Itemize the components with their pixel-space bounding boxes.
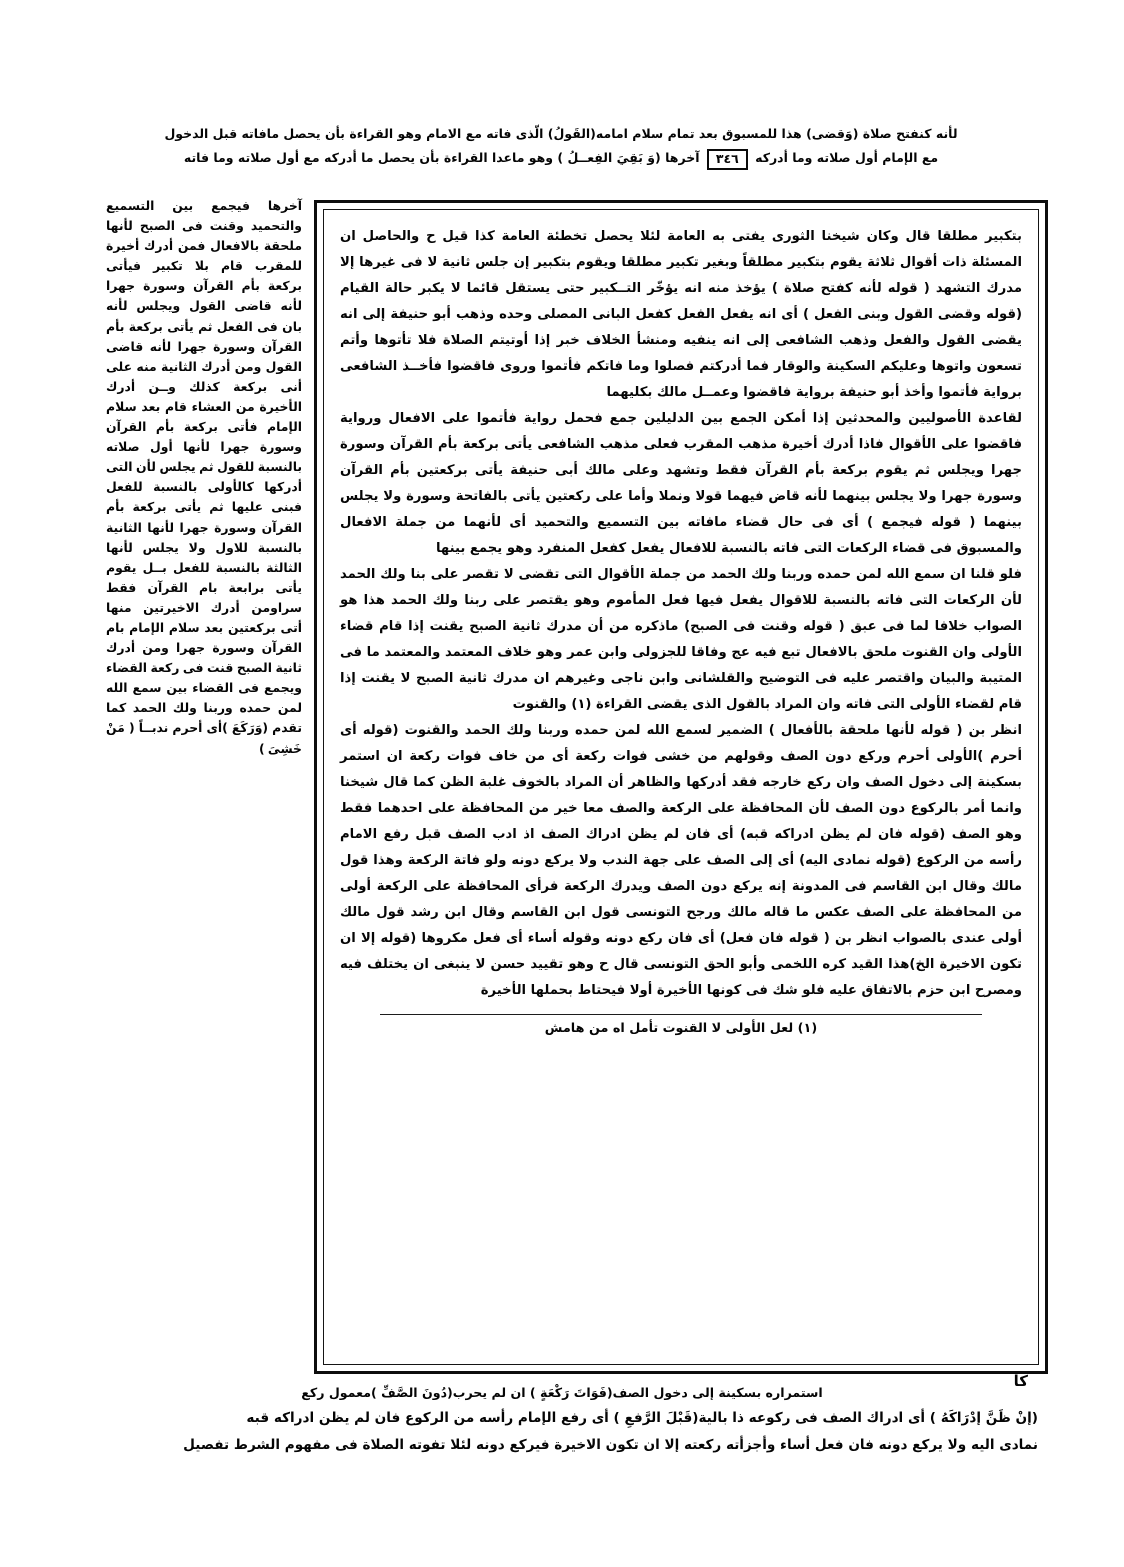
commentary-paragraph: لقاعدة الأصوليين والمحدثين إذا أمكن الجمع بين الدليلين جمع فحمل رواية فأتموا على الافعال ورواية فاقضوا على الأقوال فاذا أدرك أخيرة مذهب المقرب فعلى مذهب الشافعى يأتى بركعة بأم القرآن وسورة جهرا ويجلس ثم يقوم بركعة بأم القرآن فقط وتشهد وعلى مالك أبى حنيفة يأتى بركعتين بأم القرآن وسورة جهرا ولا يجلس بينهما لأنه قاض فيهما قولا ونملا وأما على ركعتين يأتى بالفاتحة وسورة ولا يجلس بينهما ( قوله فيجمع ) أى فى حال قضاء مافاته بين التسميع والتحميد أى لأنهما من جملة الافعال والمسبوق فى قضاء الركعات التى فاته بالنسبة للافعال يفعل كفعل المنفرد وهو يجمع بينها [340, 411, 1022, 556]
catchword: كا [1013, 1372, 1028, 1390]
footnote: (١) لعل الأولى لا القنوت تأمل اه من هامش [544, 1021, 818, 1036]
commentary-paragraph: بتكبير مطلقا قال وكان شيخنا الثورى يفتى به العامة لئلا يحصل تخطئة العامة كذا قيل ح والحاصل ان المسئلة ذات أقوال ثلاثة يقوم بتكبير مطلقاً وبغير تكبير مطلقا ويقوم بتكبير إن جلس ثانية لا فى غيرها إلا مدرك التشهد ( قوله لأنه كفتح صلاة ) يؤخذ منه انه يؤخّر التــكبير حتى يستقل قائما لا يكبر حالة القيام (قوله وقضى القول وبنى الفعل ) أى انه يفعل الفعل كفعل البانى المصلى وحده وذهب أبو حنيفة إلى انه يقضى القول والفعل وذهب الشافعى إلى انه ينفيه ومنشأ الخلاف خبر إذا أوتيتم الصلاة فلا تأتوها وأتم تسعون واتوها وعليكم السكينة والوقار فما أدركتم فصلوا وما فاتكم فأتموا وروى فاقضوا فأخــذ الشافعى برواية فأتموا وأخذ أبو حنيفة برواية فاقضوا وعمــل مالك بكليهما [340, 229, 1022, 400]
margin-column [106, 196, 302, 759]
header-line-2-part-b: آخرها (وَ بَقِيَ الفِعــلُ ) وهو ماعدا القراءة بأن يحصل ما أدركه مع أول صلاته وما فاته [183, 150, 700, 166]
footer-line-3: نمادى اليه ولا يركع دونه فان فعل أساء وأجزأته ركعته إلا ان تكون الاخيرة فيركع دونه لئلا تفوته الصلاة فى مفهوم الشرط تفصيل [183, 1437, 1038, 1454]
header-line-1: لأنه كنفتح صلاة (وَقضى) هذا للمسبوق بعد تمام سلام امامه(القَولُ) الّذى فاته مع الامام وهو القراءة بأن يحصل مافاته قبل الدخول [164, 126, 958, 141]
commentary-paragraph: انظر بن ( قوله لأنها ملحقة بالأفعال ) الضمير لسمع الله لمن حمده وربنا ولك الحمد والقنوت (قوله أى أحرم )الأولى أحرم وركع دون الصف وقولهم من خشى فوات ركعة أى من خاف فوات ركعة ان استمر بسكينة إلى دخول الصف وان ركع خارجه فقد أدركها والظاهر أن المراد بالخوف غلبة الظن كما قال شيخنا وانما أمر بالركوع دون الصف لأن المحافظة على الركعة والصف معا خير من المحافظة على احدهما فقط وهو الصف (قوله فان لم يظن ادراكه قبه) أى فان لم يظن ادراك الصف اذ ادب الصف قبل رفع الامام رأسه من الركوع (قوله نمادى اليه) أى إلى الصف على جهة الندب ولا يركع دونه ولو فاتة الركعة وهذا قول مالك وقال ابن القاسم فى المدونة إنه يركع دون الصف ويدرك الركعة فرأى المحافظة على الركعة أولى من المحافظة على الصف عكس ما قاله مالك ورجح التونسى قول ابن القاسم وقال ابن رشد قول مالك أولى عندى بالصواب انظر بن ( قوله فان فعل) أى فان ركع دونه وقوله أساء أى فعل مكروها (قوله إلا ان تكون الاخيرة الخ)هذا القيد كره اللخمى وأبو الحق التونسى قال ح وهو تقييد حسن لا ينبغى ان يختلف فيه ومصرح ابن حزم بالاتفاق عليه فلو شك فى كونها الأخيرة أولا فيحتاط بحملها الأخيرة [340, 723, 1022, 998]
text-frame [314, 200, 1048, 1374]
header-line-2 [88, 146, 1034, 170]
page-header [88, 122, 1034, 171]
page-footer-text [86, 1380, 1038, 1460]
footnote-divider [380, 1014, 982, 1015]
footer-line-1: استمراره بسكينة إلى دخول الصف(فَوَاتَ رَكْعَةٍ ) ان لم يحرب(دُونَ الصَّفِّ )معمول ركع [301, 1385, 823, 1400]
header-line-2-part-a: مع الإمام أول صلاته وما أدركه [755, 150, 939, 166]
margin-column-text: آخرها فيجمع بين التسميع والتحميد وقنت فى الصبح لأنها ملحقة بالافعال فمن أدرك أخيرة للمقرب قام بلا تكبير فيأتى بركعة بأم القرآن وسورة جهرا لأنه قاضى القول ويجلس لأنه بان فى الفعل ثم يأتى بركعة بأم القرآن وسورة جهرا لأنه قاضى القول ومن أدرك الثانية منه على أنى بركعة كذلك وــن أدرك الأخيرة من العشاء قام بعد سلام الإمام فأتى بركعة بأم القرآن وسورة جهرا لأنها أول صلاته بالنسبة للقول ثم يجلس لأن التى أدركها كالأولى بالنسبة للفعل فبنى عليها ثم يأتى بركعة بأم القرآن وسورة جهرا لأنها الثانية بالنسبة للاول ولا يجلس لأنها الثالثة بالنسبة للفعل بــل يقوم يأتى برابعة بام القرآن فقط سراومن أدرك الاخيرتين منها أتى بركعتين بعد سلام الإمام بام القرآن وسورة جهرا ومن أدرك ثانية الصبح قنت فى ركعة القضاء ويجمع فى القضاء بين سمع الله لمن حمده وربنا ولك الحمد كما تقدم (وَرَكَعَ )أى أحرم ندبــاً ( مَنْ خَشِىَ ) [106, 198, 302, 756]
commentary-paragraph: فلو قلنا ان سمع الله لمن حمده وربنا ولك الحمد من جملة الأقوال التى تقضى لا تقصر على بنا ولك الحمد لأن الركعات التى فاته بالنسبة للاقوال يفعل فيها فعل المأموم وهو يقتصر على ربنا ولك الحمد هذا هو الصواب خلافا لما فى عبق ( قوله وقنت فى الصبح) ماذكره من أن مدرك ثانية الصبح يقنت إذا قام قضاء الأولى وان القنوت ملحق بالافعال تبع فيه عج وفاقا للجزولى وابن عمر وهو خلاف المعتمد والمعتمد ما فى المتيبة والبيان واقتصر عليه فى التوضيح والقلشانى وابن ناجى وغيرهم ان مدرك ثانية الصبح لا يقنت إذا قام لقضاء الأولى التى فاته وان المراد بالقول الذى يقضى القراءة (١) والقنوت [340, 567, 1022, 712]
footer-line-2: (إنْ ظَنَّ إدْرَاكَهُ ) أى ادراك الصف فى ركوعه ذا بالية(قَبْلَ الرَّفعِ ) أى رفع الإمام رأسه من الركوع فان لم يظن ادراكه قبه [246, 1410, 1038, 1427]
text-frame-inner [323, 209, 1039, 1365]
commentary-body [340, 224, 1022, 1004]
page-number-box: ٣٤٦ [707, 149, 748, 170]
